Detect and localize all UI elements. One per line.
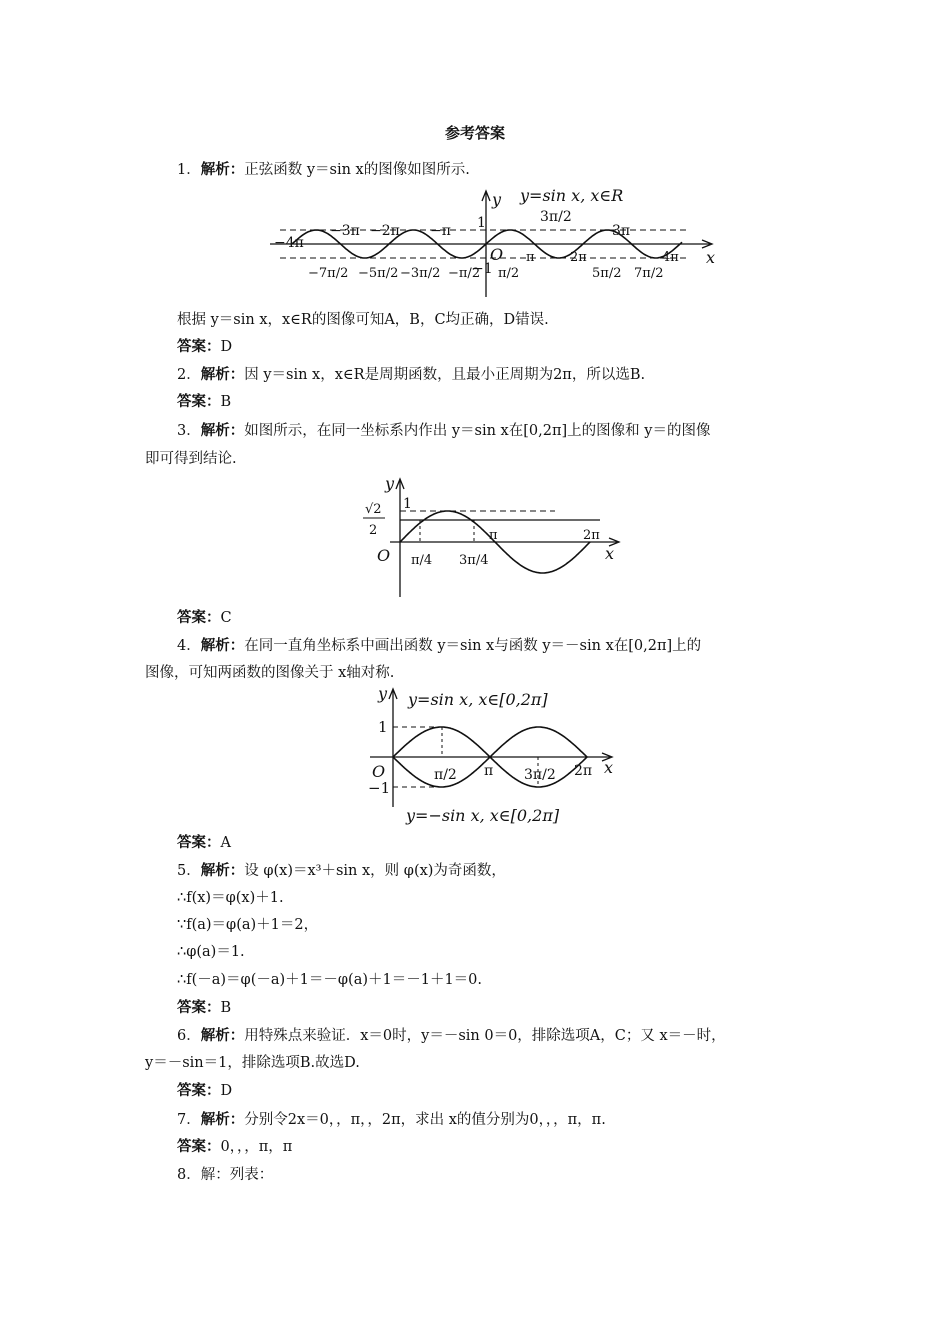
q7-line-1	[177, 1110, 606, 1130]
fig3-label-pi: π	[489, 528, 498, 543]
a5-value: B	[220, 1000, 232, 1016]
q3-line-1	[177, 421, 710, 441]
q5-line-2: ∴f(x)＝φ(x)＋1.	[177, 890, 284, 906]
q7-number: 7．	[177, 1112, 201, 1128]
q6-line-1	[177, 1026, 726, 1046]
fig3-label-3pi4: 3π/4	[459, 553, 489, 568]
fig4-label-pi: π	[484, 763, 494, 779]
fig4-y-minus-one: −1	[368, 779, 391, 797]
fig1-label-3pi: 3π	[612, 223, 631, 239]
q6-text: 用特殊点来验证．x＝0时，y＝－sin 0＝0，排除选项A，C；又 x＝－时，	[244, 1028, 726, 1044]
q4-line-2: 图像，可知两函数的图像关于 x轴对称.	[145, 665, 395, 681]
a7-value: 0，，，π，π	[220, 1139, 293, 1155]
a3-line	[177, 608, 232, 628]
a2-value: B	[220, 394, 232, 410]
a6-line	[177, 1081, 232, 1101]
q3-tag: 解析：	[200, 423, 245, 439]
q1-line-1	[177, 160, 470, 180]
fig3-two: 2	[369, 523, 378, 538]
q1-line-2: 根据 y＝sin x，x∈R的图像可知A，B，C均正确，D错误.	[177, 312, 549, 328]
q1-number: 1．	[177, 162, 201, 178]
q2-number: 2．	[177, 367, 201, 383]
figure-sin-vs-const	[355, 475, 635, 600]
q5-line-3: ∵f(a)＝φ(a)＋1＝2，	[177, 917, 319, 933]
a4-value: A	[220, 835, 231, 851]
fig1-label-2pi: 2π	[570, 250, 587, 265]
fig1-y-label: y	[492, 190, 502, 209]
a7-line	[177, 1137, 292, 1157]
fig1-label-mpi: −π	[430, 223, 451, 239]
a7-tag: 答案：	[177, 1139, 221, 1155]
a2-tag: 答案：	[177, 394, 221, 410]
fig1-x-label: x	[706, 248, 716, 267]
fig1-label-m4pi: −4π	[274, 235, 304, 251]
fig1-label-m7pi2: −7π/2	[308, 266, 349, 281]
q6-tag: 解析：	[200, 1028, 245, 1044]
fig4-caption-top: y=sin x, x∈[0,2π]	[408, 690, 548, 709]
a1-tag: 答案：	[177, 339, 221, 355]
fig4-y-label: y	[378, 684, 388, 703]
page-title: 参考答案	[444, 124, 505, 142]
q1-text: 正弦函数 y＝sin x的图像如图所示.	[244, 162, 470, 178]
fig1-label-5pi2: 5π/2	[592, 266, 622, 281]
fig4-caption-bottom: y=−sin x, x∈[0,2π]	[406, 806, 560, 825]
q2-tag: 解析：	[200, 367, 245, 383]
fig1-label-pi: π	[526, 250, 535, 265]
q4-line-1	[177, 636, 701, 656]
fig3-y-label: y	[385, 474, 395, 493]
q5-text: 设 φ(x)＝x³＋sin x，则 φ(x)为奇函数，	[244, 863, 506, 879]
a5-tag: 答案：	[177, 1000, 221, 1016]
a6-tag: 答案：	[177, 1083, 221, 1099]
fig1-y-one: 1	[477, 215, 486, 231]
fig1-label-4pi: 4π	[662, 250, 679, 265]
q4-text: 在同一直角坐标系中画出函数 y＝sin x与函数 y＝－sin x在[0,2π]上的	[244, 638, 702, 654]
fig3-sqrt2: √2	[365, 502, 382, 517]
q6-line-2: y＝－sin＝1，排除选项B.故选D.	[145, 1055, 360, 1071]
fig1-y-minus-one: −1	[472, 261, 493, 277]
fig1-caption: y=sin x, x∈R	[520, 186, 624, 205]
figure-sin-full	[270, 185, 720, 305]
fig4-label-2pi: 2π	[574, 763, 593, 779]
q2-line-1	[177, 365, 645, 385]
fig1-label-7pi2: 7π/2	[634, 266, 664, 281]
q5-number: 5．	[177, 863, 201, 879]
fig4-origin: O	[372, 762, 386, 781]
q3-text: 如图所示，在同一坐标系内作出 y＝sin x在[0,2π]上的图像和 y＝的图像	[244, 423, 711, 439]
q8-line-1	[177, 1165, 273, 1185]
fig1-label-m2pi: −2π	[370, 223, 400, 239]
fig3-label-pi4: π/4	[411, 553, 433, 568]
fig4-y-one: 1	[378, 718, 388, 736]
figure-sin-and-neg-sin	[360, 685, 630, 830]
fig1-origin: O	[490, 245, 504, 264]
a1-value: D	[220, 339, 233, 355]
q5-line-5: ∴f(－a)＝φ(－a)＋1＝－φ(a)＋1＝－1＋1＝0.	[177, 972, 483, 988]
q4-number: 4．	[177, 638, 201, 654]
fig3-x-label: x	[605, 544, 615, 563]
q7-text: 分别令2x＝0，，π，，2π，求出 x的值分别为0，，，π，π.	[244, 1112, 606, 1128]
fig3-label-2pi: 2π	[583, 528, 600, 543]
q3-line-2: 即可得到结论.	[145, 451, 237, 467]
q3-number: 3．	[177, 423, 201, 439]
a2-line	[177, 392, 231, 412]
fig3-y-one: 1	[403, 496, 412, 512]
q8-text: 解：列表：	[200, 1167, 274, 1183]
a4-line	[177, 833, 231, 853]
q1-tag: 解析：	[200, 162, 245, 178]
q2-text: 因 y＝sin x，x∈R是周期函数，且最小正周期为2π，所以选B.	[244, 367, 646, 383]
a1-line	[177, 337, 232, 357]
q4-tag: 解析：	[200, 638, 245, 654]
a3-value: C	[220, 610, 232, 626]
fig4-label-pi2: π/2	[434, 767, 457, 783]
q6-number: 6．	[177, 1028, 201, 1044]
fig4-label-3pi2: 3π/2	[524, 767, 556, 783]
fig1-label-pi2: π/2	[498, 266, 520, 281]
a6-value: D	[220, 1083, 233, 1099]
q5-tag: 解析：	[200, 863, 245, 879]
q8-number: 8．	[177, 1167, 201, 1183]
q5-line-1	[177, 861, 506, 881]
fig1-label-m5pi2: −5π/2	[358, 266, 399, 281]
fig1-label-mpi2: −π/2	[448, 266, 481, 281]
fig1-label-m3pi2: −3π/2	[400, 266, 441, 281]
a5-line	[177, 998, 231, 1018]
fig4-x-label: x	[604, 758, 614, 777]
fig3-origin: O	[377, 546, 391, 565]
q5-line-4: ∴φ(a)＝1.	[177, 944, 245, 960]
q7-tag: 解析：	[200, 1112, 245, 1128]
fig1-label-m3pi: −3π	[330, 223, 360, 239]
a4-tag: 答案：	[177, 835, 221, 851]
fig1-label-3pi2: 3π/2	[540, 209, 572, 225]
a3-tag: 答案：	[177, 610, 221, 626]
